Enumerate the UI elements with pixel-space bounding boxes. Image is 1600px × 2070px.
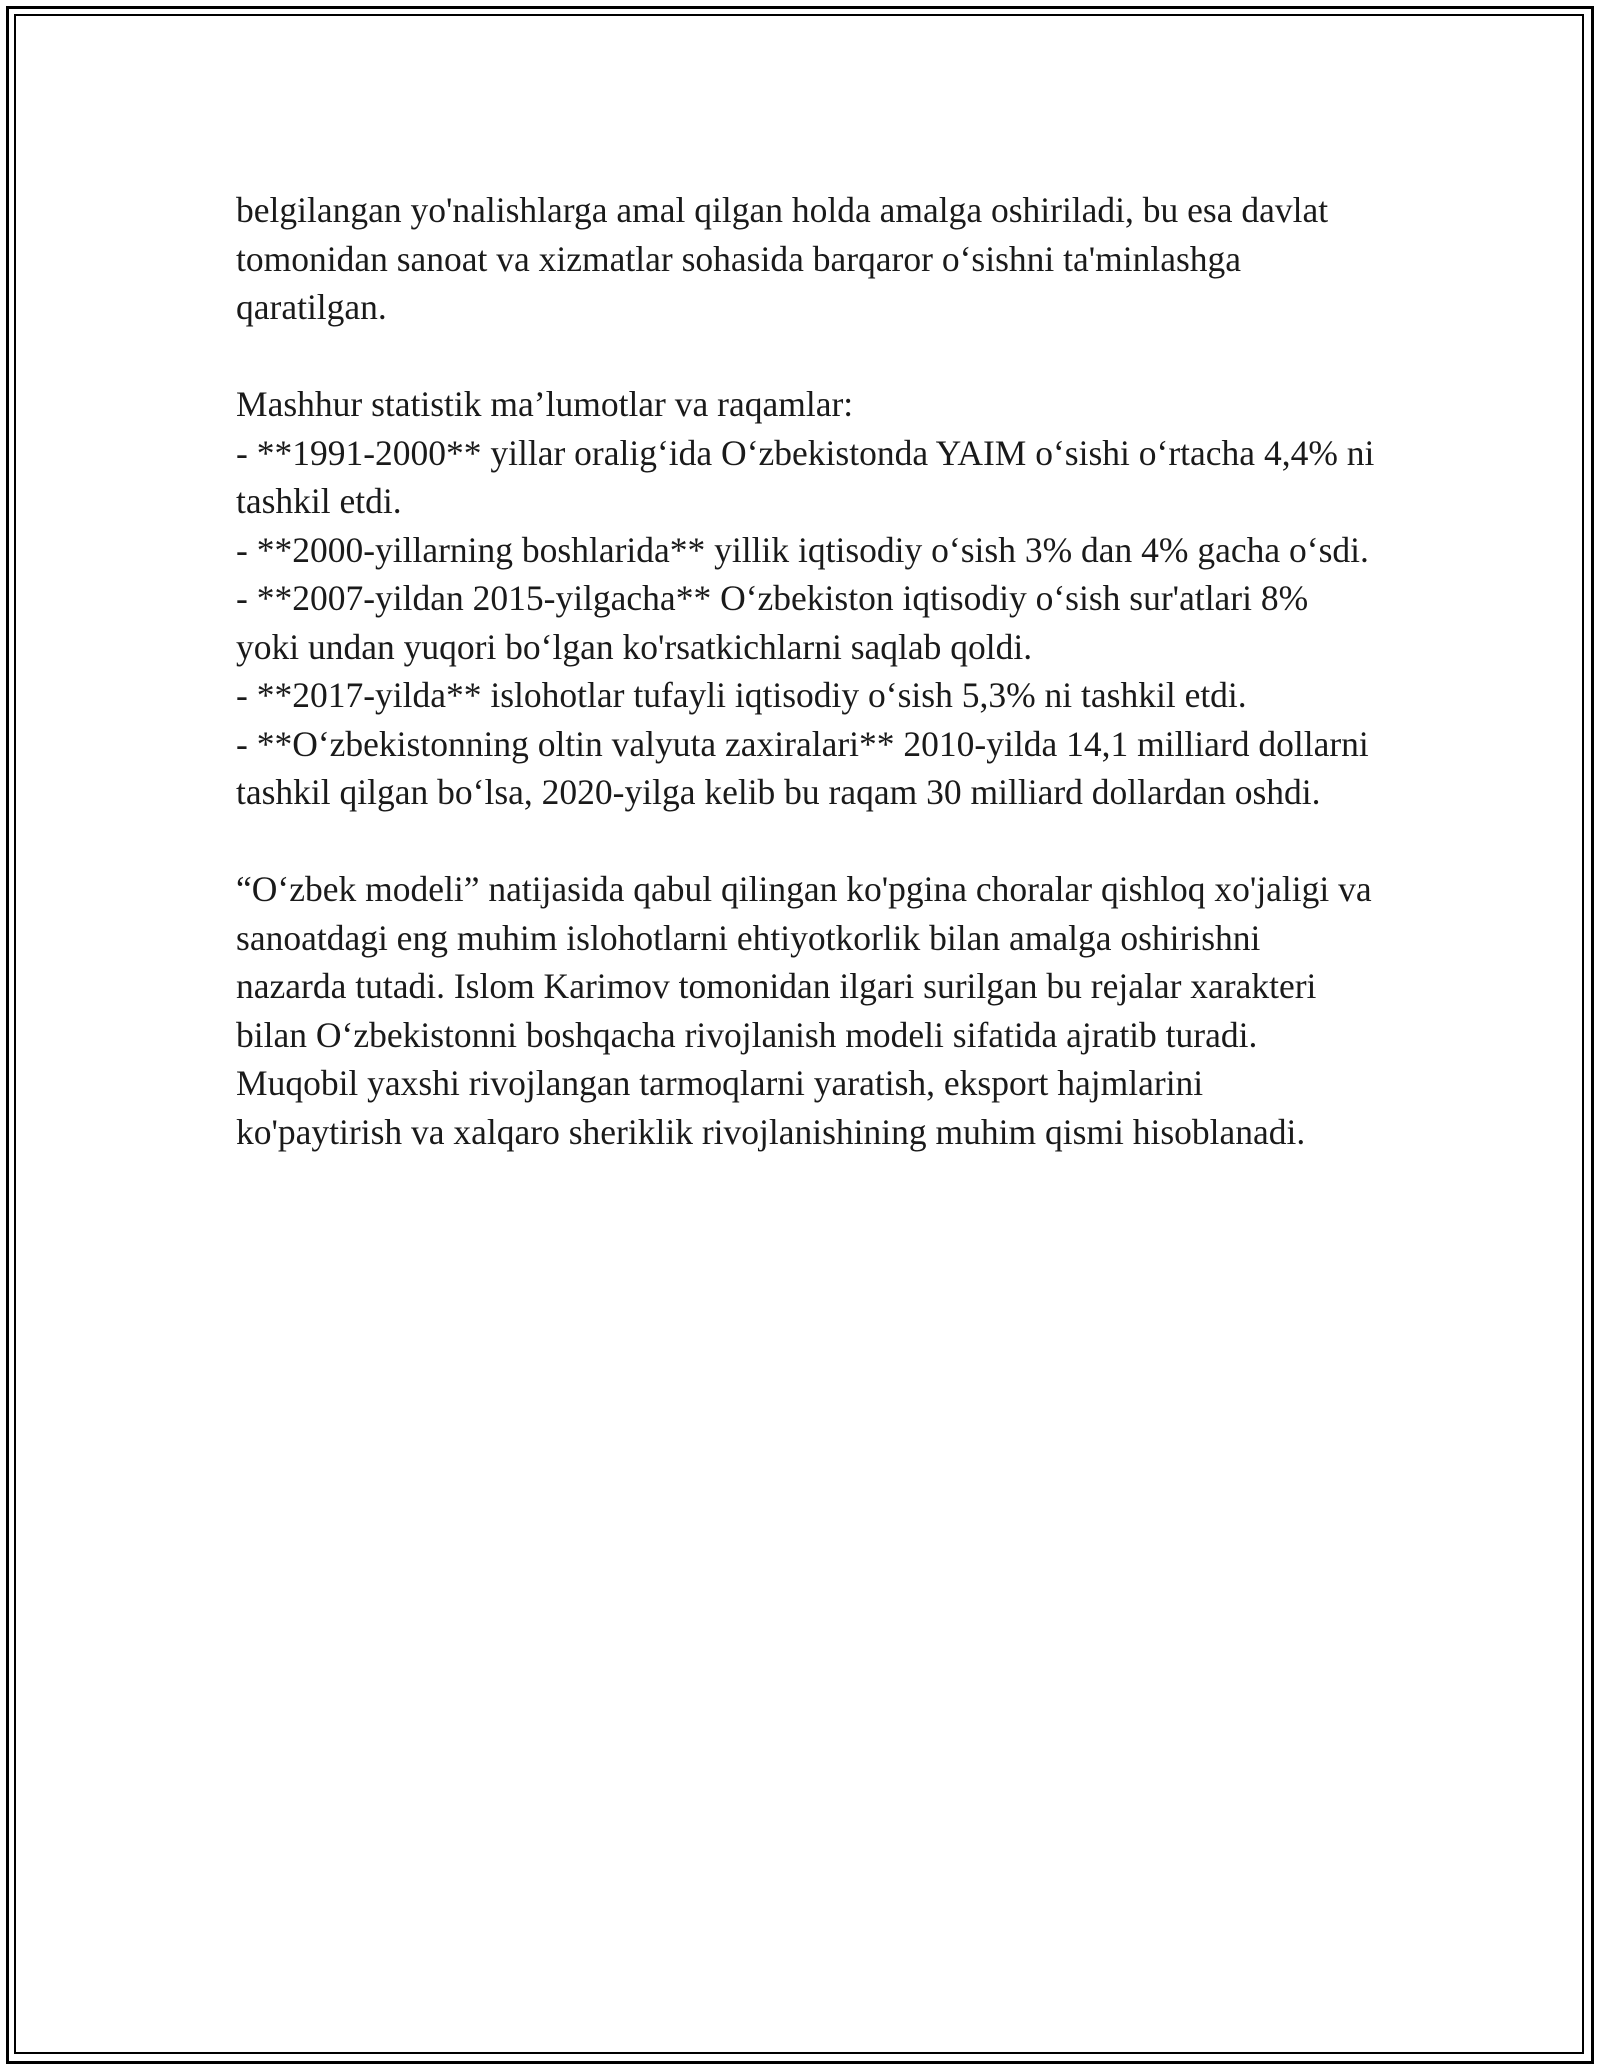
list-item: - **1991-2000** yillar oralig‘ida O‘zbekistonda YAIM o‘sishi o‘rtacha 4,4% ni tashkil etdi.	[236, 432, 1375, 521]
intro-paragraph: belgilangan yo'nalishlarga amal qilgan holda amalga oshiriladi, bu esa davlat tomonidan sanoat va xizmatlar sohasida barqaror o‘sishni ta'minlashga qaratilgan.	[236, 190, 1329, 327]
model-paragraph: “O‘zbek modeli” natijasida qabul qilingan ko'pgina choralar qishloq xo'jaligi va sanoatdagi eng muhim islohotlarni ehtiyotkorlik bilan amalga oshirishni nazarda tutadi. Islom Karimov tomonidan ilgari surilgan bu rejalar xarakteri bilan O‘zbekistonni boshqacha rivojlanish modeli sifatida ajratib turadi. Muqobil yaxshi rivojlangan tarmoqlarni yaratish, eksport hajmlarini ko'paytirish va xalqaro sheriklik rivojlanishining muhim qismi hisoblanadi.	[236, 869, 1372, 1152]
paragraph-spacer	[236, 332, 1376, 381]
list-item: - **2007-yildan 2015-yilgacha** O‘zbekiston iqtisodiy o‘sish sur'atlari 8% yoki undan yuqori bo‘lgan ko'rsatkichlarni saqlab qoldi.	[236, 578, 1309, 667]
paragraph-spacer	[236, 817, 1376, 866]
document-body	[236, 186, 1376, 1156]
list-item: - **2000-yillarning boshlarida** yillik iqtisodiy o‘sish 3% dan 4% gacha o‘sdi.	[236, 529, 1369, 570]
list-item: - **2017-yilda** islohotlar tufayli iqtisodiy o‘sish 5,3% ni tashkil etdi.	[236, 675, 1247, 715]
stats-heading: Mashhur statistik ma’lumotlar va raqamlar:	[236, 384, 854, 424]
list-item: - **O‘zbekistonning oltin valyuta zaxiralari** 2010-yilda 14,1 milliard dollarni tashkil qilgan bo‘lsa, 2020-yilga kelib bu raqam 30 milliard dollardan oshdi.	[236, 723, 1369, 812]
stats-list	[236, 429, 1376, 817]
